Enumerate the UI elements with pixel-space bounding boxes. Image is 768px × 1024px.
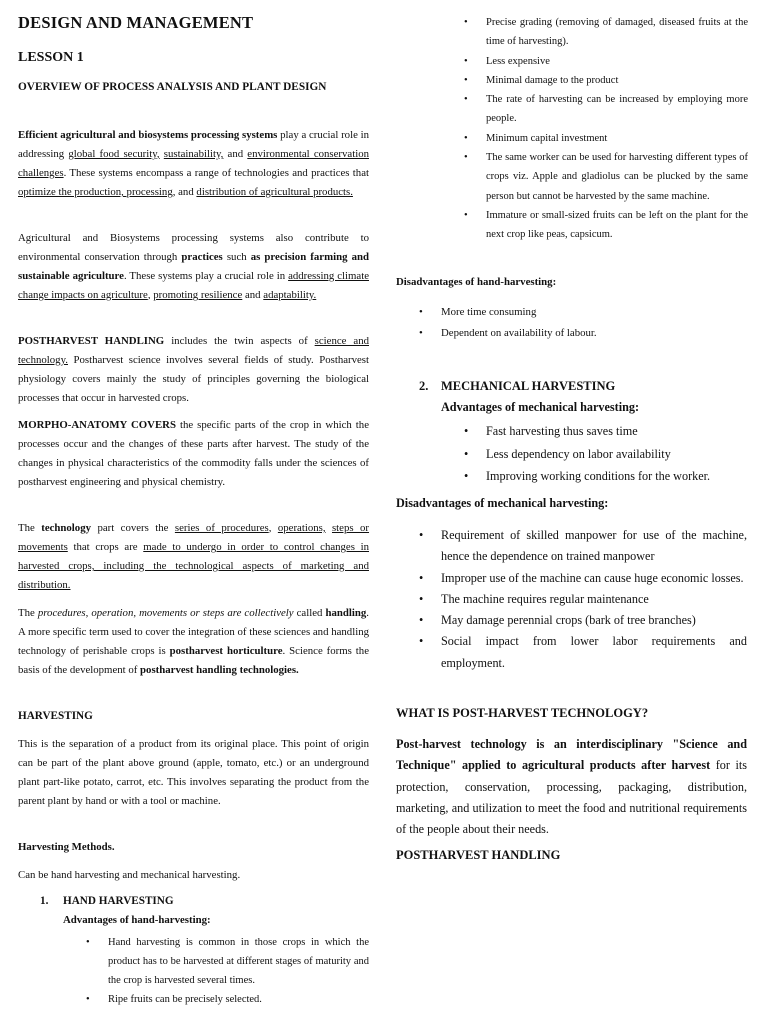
post-harvest-technology-paragraph: Post-harvest technology is an interdisciplinary "Science and Technique" applied to agricultural products after harvest for its protection, conservation, processing, packaging, distribution, marketing, and utilization to meet the food and nutritional requirements of the people about their needs.	[396, 737, 747, 837]
harvesting-heading: HARVESTING	[18, 710, 93, 722]
list-item: • May damage perennial crops (bark of tree branches)	[441, 610, 747, 631]
list-item: • Minimal damage to the product	[486, 71, 748, 90]
list-item: • Fast harvesting thus saves time	[486, 420, 748, 443]
list-item: • Less dependency on labor availability	[486, 443, 748, 466]
hand-disadvantages-list	[441, 302, 748, 344]
morpho-anatomy-paragraph: MORPHO-ANATOMY COVERS the specific parts of the crop in which the processes occur and the changes of these parts after harvest. The study of the changes in physical characteristics of the commodity falls under the sciences of postharvest engineering and physical chemistry.	[18, 419, 369, 488]
list-item: • Improper use of the machine can cause huge economic losses.	[441, 568, 747, 589]
mechanical-advantages-list	[486, 420, 748, 488]
hand-harvesting-disadvantages-heading: Disadvantages of hand-harvesting:	[396, 276, 557, 288]
list-item: • Precise grading (removing of damaged, diseased fruits at the time of harvesting).	[486, 13, 748, 52]
list-item: • More time consuming	[441, 302, 748, 323]
list-item: • Ripe fruits can be precisely selected.	[108, 990, 369, 1009]
document-title: DESIGN AND MANAGEMENT	[18, 13, 254, 32]
harvesting-definition-paragraph: This is the separation of a product from its original place. This point of origin can be part of the plant above ground (apple, tomato, etc.) or an underground plant part-like potato, carrot, etc. This involves separating the product from the parent plant by hand or with a tool or machine.	[18, 738, 369, 807]
hand-harvesting-advantages-heading: Advantages of hand-harvesting:	[63, 914, 211, 926]
intro-paragraph: Efficient agricultural and biosystems processing systems play a crucial role in addressing global food security, sustainability, and environmental conservation challenges. These systems encompass a range of technologies and practices that optimize the production, processing, and distribution of agricultural products.	[18, 129, 369, 198]
list-item: • Social impact from lower labor requirements and employment.	[441, 631, 747, 674]
list-item: • Hand harvesting is common in those crops in which the product has to be harvested at different stages of maturity and the crop is harvested several times.	[108, 933, 369, 990]
harvesting-methods-text: Can be hand harvesting and mechanical harvesting.	[18, 869, 241, 881]
list-item: • Dependent on availability of labour.	[441, 323, 748, 344]
lesson-label: LESSON 1	[18, 50, 84, 65]
list-item: • Requirement of skilled manpower for use of the machine, hence the dependence on trained manpower	[441, 525, 747, 568]
handling-paragraph: The procedures, operation, movements or steps are collectively called handling. A more specific term used to cover the integration of these sciences and handling technology of perishable crops is postharvest horticulture. Science forms the basis of the development of postharvest handling technologies.	[18, 607, 369, 676]
postharvest-handling-heading: POSTHARVEST HANDLING	[396, 848, 561, 862]
list-item: • The same worker can be used for harvesting different types of crops viz. Apple and gladiolus can be plucked by the same person but cannot be harvested by the same machine.	[486, 148, 748, 206]
hand-advantages-list-right	[486, 13, 748, 245]
hand-harvesting-heading: HAND HARVESTING	[63, 895, 174, 907]
mechanical-disadvantages-list	[441, 525, 747, 674]
mechanical-disadvantages-heading: Disadvantages of mechanical harvesting:	[396, 496, 609, 510]
list-item: • Minimum capital investment	[486, 129, 748, 148]
conservation-paragraph: Agricultural and Biosystems processing systems also contribute to environmental conservation through practices such as precision farming and sustainable agriculture. These systems play a crucial role in addressing climate change impacts on agriculture, promoting resilience and adaptability.	[18, 232, 369, 301]
mechanical-advantages-heading: Advantages of mechanical harvesting:	[441, 400, 640, 414]
list-item: • Improving working conditions for the worker.	[486, 465, 748, 488]
mechanical-harvesting-number: 2.	[419, 379, 429, 393]
lesson-subtitle: OVERVIEW OF PROCESS ANALYSIS AND PLANT DESIGN	[18, 81, 327, 93]
list-item: • The machine requires regular maintenance	[441, 589, 747, 610]
list-item: • Immature or small-sized fruits can be left on the plant for the next crop like peas, capsicum.	[486, 206, 748, 245]
mechanical-harvesting-heading: MECHANICAL HARVESTING	[441, 379, 616, 393]
technology-paragraph: The technology part covers the series of procedures, operations, steps or movements that crops are made to undergo in order to control changes in harvested crops, including the technological aspects of marketing and distribution.	[18, 522, 370, 591]
hand-harvesting-number: 1.	[40, 895, 49, 907]
post-harvest-technology-heading: WHAT IS POST-HARVEST TECHNOLOGY?	[396, 706, 649, 720]
list-item: • Less expensive	[486, 52, 748, 71]
harvesting-methods-heading: Harvesting Methods.	[18, 841, 115, 853]
hand-advantages-list-left	[108, 933, 369, 1009]
postharvest-handling-paragraph: POSTHARVEST HANDLING includes the twin aspects of science and technology. Postharvest science involves several fields of study. Postharvest physiology covers mainly the study of principles governing the biological processes that occur in harvested crops.	[18, 335, 369, 404]
list-item: • The rate of harvesting can be increased by employing more people.	[486, 90, 748, 129]
